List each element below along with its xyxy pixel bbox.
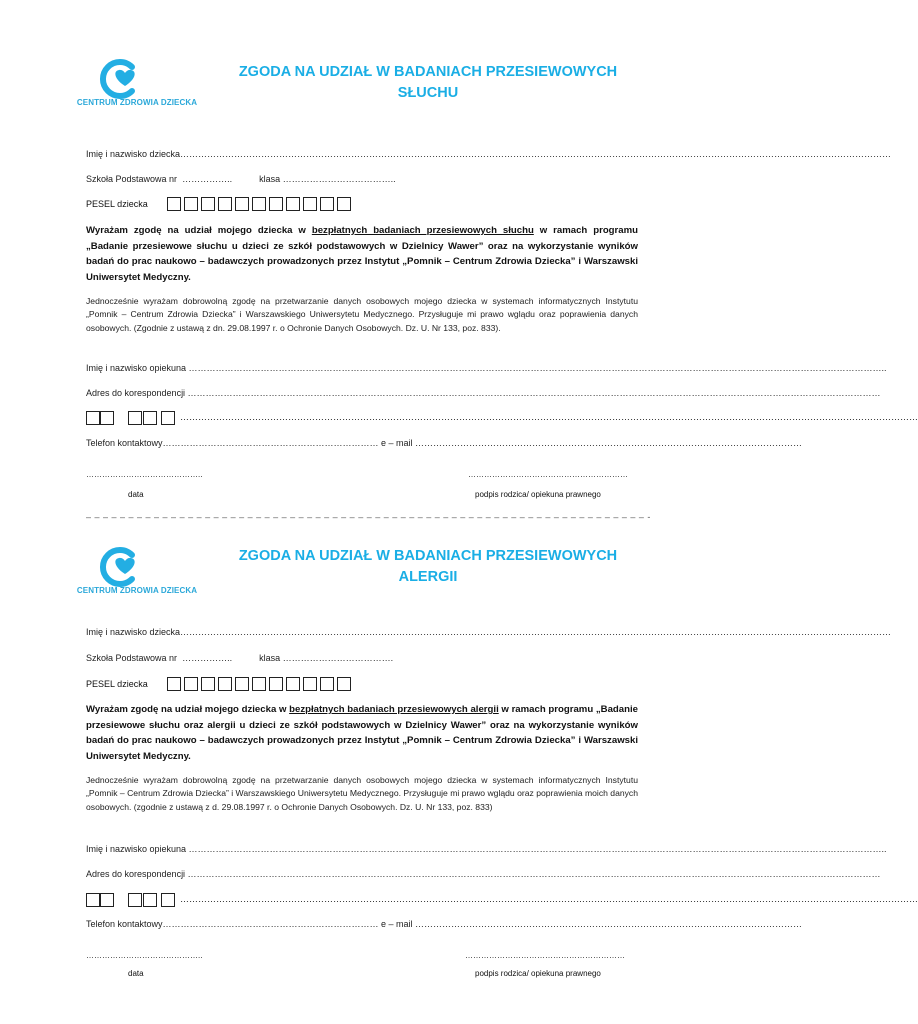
form1-gdpr-text: Jednocześnie wyrażam dobrowolną zgodę na przetwarzanie danych osobowych mojego dziecka w systemach informatycznych Instytutu „Pomnik – Centrum Zdrowia Dziecka” i Warszawskiego Uniwersytetu Medycznego. Przysługuje mi prawo wglądu oraz poprawienia danych osobowych. (Zgodnie z ustawą z dn. 29.08.1997 r. o Ochronie Danych Osobowych. Dz. U. Nr 133, poz. 833). (86, 296, 638, 333)
form2-title: ZGODA NA UDZIAŁ W BADANIACH PRZESIEWOWYCH ALERGII (238, 548, 618, 585)
pesel-digit-box[interactable] (201, 197, 215, 211)
phone-email-field-2[interactable]: Telefon kontaktowy……………………………………………………………… e – mail ………………………………………………………………………………………………………………… (86, 919, 803, 929)
logo-text: CENTRUM ZDROWIA DZIECKA (76, 98, 198, 107)
signature-dots[interactable]: …………………………………………………… (468, 470, 628, 479)
pesel-digit-box[interactable] (218, 677, 232, 691)
date-label: data (128, 490, 144, 499)
cut-line: – – – – – – – – – – – – – – – – – – – – – – – – – – – – – – – – – – – – – – – – – – – – – – – – – – – – – – – – – – – – – – – – – – - (86, 512, 651, 522)
postal-address-field[interactable]: ………………………………………………………………………………………………………………………………………………………………………………………………………………………… (86, 411, 639, 425)
date-label-2: data (128, 969, 144, 978)
form1-consent-text: Wyrażam zgodę na udział mojego dziecka w bezpłatnych badaniach przesiewowych słuchu w ramach programu „Badanie przesiewowe słuchu u dzieci ze szkół podstawowych w Dzielnicy Wawer” oraz na wykorzystanie wyników badań do prac naukowo – badawczych prowadzonych przez Instytut „Pomnik – Centrum Zdrowia Dziecka” i Warszawski Uniwersytet Medyczny. (86, 225, 638, 283)
logo-cz-dziecka (62, 58, 212, 113)
pesel-digit-box[interactable] (303, 677, 317, 691)
postal-address-field-2[interactable]: ………………………………………………………………………………………………………………………………………………………………………………………………………………………… (86, 893, 639, 907)
pesel-digit-box[interactable] (252, 677, 266, 691)
address-field-2[interactable]: Adres do korespondencji …………………………………………………………………………………………………………………………………………………………………………………………………………… (86, 869, 881, 879)
pesel-digit-box[interactable] (286, 677, 300, 691)
phone-email-field[interactable]: Telefon kontaktowy……………………………………………………………… e – mail ………………………………………………………………………………………………………………… (86, 438, 803, 448)
pesel-digit-box[interactable] (286, 197, 300, 211)
address-field[interactable]: Adres do korespondencji …………………………………………………………………………………………………………………………………………………………………………………………………………… (86, 388, 881, 398)
pesel-digit-box[interactable] (337, 677, 351, 691)
school-class-field-2[interactable]: Szkoła Podstawowa nr …………….. klasa ………………………………. (86, 653, 394, 663)
signature-dots-2[interactable]: …………………………………………………… (465, 951, 625, 960)
logo-text: CENTRUM ZDROWIA DZIECKA (76, 586, 198, 595)
pesel-digit-box[interactable] (320, 677, 334, 691)
heart-logo-icon (94, 58, 156, 100)
form2-consent-text: Wyrażam zgodę na udział mojego dziecka w bezpłatnych badaniach przesiewowych alergii w ramach programu „Badanie przesiewowe słuchu oraz alergii u dzieci ze szkół podstawowych w Dzielnicy Wawer” oraz na wykorzystanie wyników badań do prac naukowo – badawczych prowadzonych przez Instytut „Pomnik – Centrum Zdrowia Dziecka” i Warszawski Uniwersytet Medyczny. (86, 704, 638, 762)
guardian-name-field-2[interactable]: Imię i nazwisko opiekuna …………………………………………………………………………………………………………………………………………………………………………………………………………….. (86, 844, 887, 854)
signature-label-2: podpis rodzica/ opiekuna prawnego (475, 969, 601, 978)
child-name-field[interactable]: Imię i nazwisko dziecka………………………………………………………………………………………………………………………………………………………………………………………………………………… (86, 149, 892, 159)
school-class-field[interactable]: Szkoła Podstawowa nr …………….. klasa ……………………………….. (86, 174, 396, 184)
pesel-digit-box[interactable] (235, 197, 249, 211)
date-dots-2[interactable]: …………………………………….. (86, 951, 203, 960)
form1-title: ZGODA NA UDZIAŁ W BADANIACH PRZESIEWOWYCH SŁUCHU (238, 64, 618, 101)
pesel-digit-box[interactable] (167, 677, 181, 691)
pesel-digit-box[interactable] (269, 197, 283, 211)
child-name-field-2[interactable]: Imię i nazwisko dziecka………………………………………………………………………………………………………………………………………………………………………………………………………………… (86, 627, 892, 637)
pesel-digit-box[interactable] (269, 677, 283, 691)
pesel-digit-box[interactable] (184, 197, 198, 211)
pesel-digit-box[interactable] (184, 677, 198, 691)
guardian-name-field[interactable]: Imię i nazwisko opiekuna …………………………………………………………………………………………………………………………………………………………………………………………………………….. (86, 363, 887, 373)
pesel-digit-box[interactable] (303, 197, 317, 211)
signature-label: podpis rodzica/ opiekuna prawnego (475, 490, 601, 499)
pesel-digit-box[interactable] (201, 677, 215, 691)
form2-gdpr-text: Jednocześnie wyrażam dobrowolną zgodę na przetwarzanie danych osobowych mojego dziecka w systemach informatycznych Instytutu „Pomnik – Centrum Zdrowia Dziecka” i Warszawskiego Uniwersytetu Medycznego. Przysługuje mi prawo wglądu oraz poprawienia moich danych osobowych. (zgodnie z ustawą z d. 29.08.1997 r. o Ochronie Danych Osobowych. Dz. U. Nr 133, poz. 833) (86, 775, 638, 812)
pesel-digit-box[interactable] (167, 197, 181, 211)
pesel-digit-box[interactable] (252, 197, 266, 211)
pesel-digit-box[interactable] (218, 197, 232, 211)
heart-logo-icon (94, 546, 156, 588)
pesel-digit-box[interactable] (320, 197, 334, 211)
date-dots[interactable]: …………………………………….. (86, 470, 203, 479)
pesel-digit-box[interactable] (235, 677, 249, 691)
pesel-digit-box[interactable] (337, 197, 351, 211)
logo-cz-dziecka-2 (62, 546, 212, 601)
